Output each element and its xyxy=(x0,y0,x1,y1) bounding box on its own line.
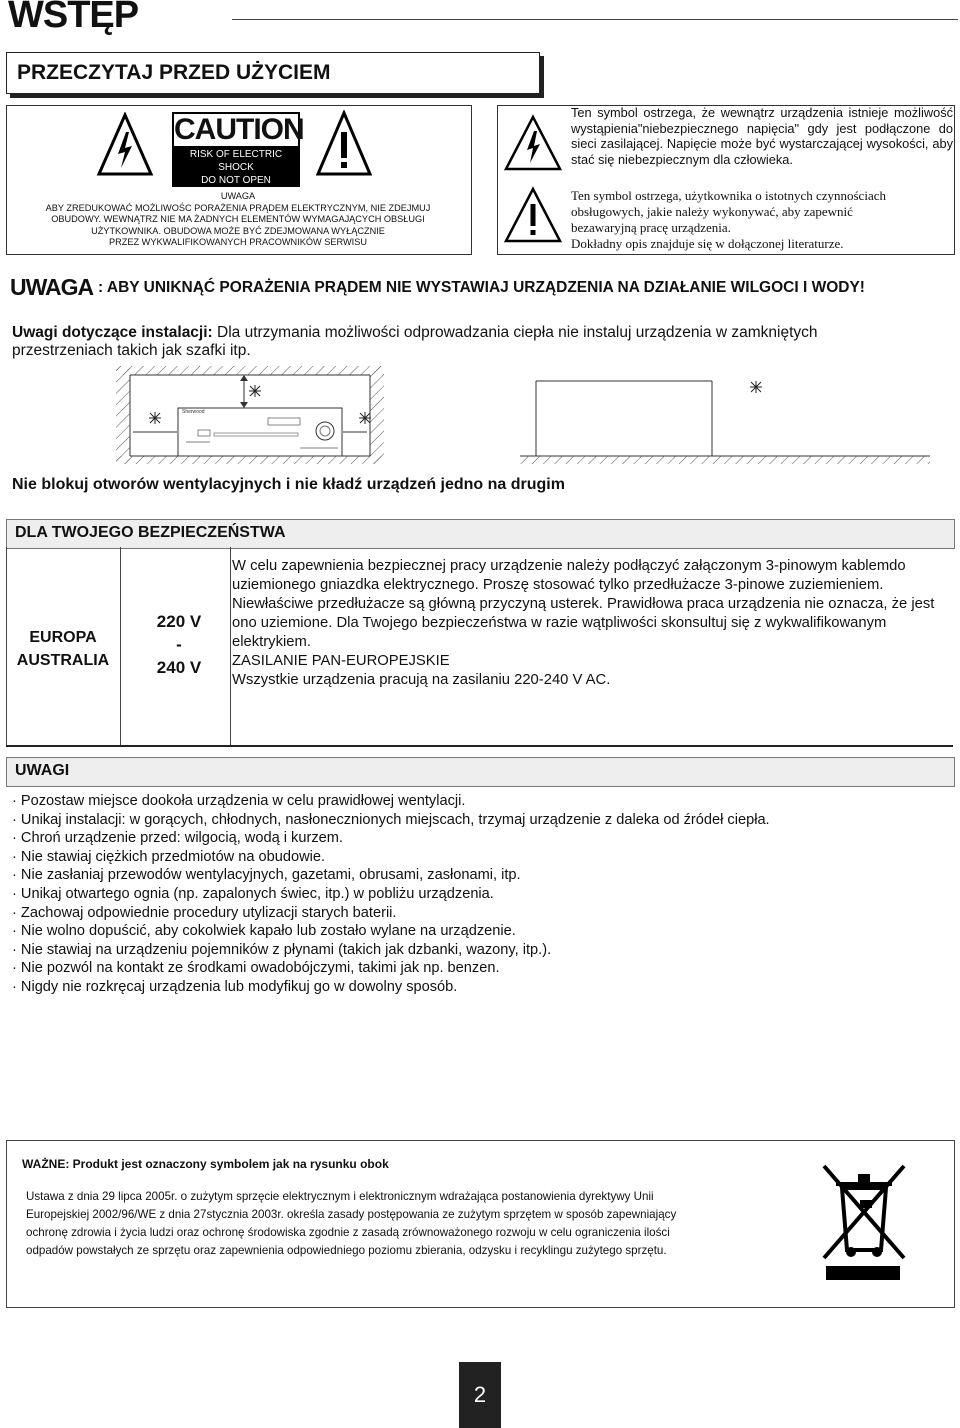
caution-line-1: RISK OF ELECTRIC SHOCK xyxy=(172,148,300,174)
caution-warning-line: OBUDOWY. WEWNĄTRZ NIE MA ŻADNYCH ELEMENTÓW WYMAGAJĄCYCH OBSŁUGI xyxy=(51,214,425,224)
caution-warning-line: ABY ZREDUKOWAĆ MOŻLIWOŚC PORAŻENIA PRĄDEM ELEKTRYCZNYM, NIE ZDEJMUJ xyxy=(45,202,431,213)
moisture-warning-label: UWAGA xyxy=(10,274,94,300)
list-item: · Nie stawiaj na urządzeniu pojemników z płynami (takich jak dzbanki, wazony, itp.). xyxy=(12,941,552,958)
exclamation-line: bezawaryjną pracę urządzenia. xyxy=(571,220,731,235)
weee-line: ochronę zdrowia i życia ludzi oraz ochronę środowiska zgodnie z zasadą zrównoważonego rozwoju w celu ograniczenia ilości xyxy=(26,1226,670,1239)
caution-heading: CAUTION xyxy=(174,113,304,146)
lightning-warning-icon xyxy=(96,112,154,178)
exclamation-warning-icon xyxy=(316,110,372,178)
caution-warning-line: PRZEZ WYKWALIFIKOWANYCH PRACOWNIKÓW SERWISU xyxy=(109,237,367,247)
moisture-warning-text: : ABY UNIKNĄĆ PORAŻENIA PRĄDEM NIE WYSTAWIAJ URZĄDZENIA NA DZIAŁANIE WILGOCI I WODY! xyxy=(98,279,865,296)
exclamation-line: Ten symbol ostrzega, użytkownika o istotnych czynnościach xyxy=(571,188,886,203)
weee-bar xyxy=(826,1266,900,1280)
exclamation-line: obsługowych, jakie należy wykonywać, aby zapewnić xyxy=(571,204,853,219)
notes-list xyxy=(12,792,942,997)
read-before-use-label: PRZECZYTAJ PRZED UŻYCIEM xyxy=(17,61,331,84)
voltage-line: - xyxy=(176,635,182,654)
shelf-diagram xyxy=(520,381,930,464)
region-line: EUROPA xyxy=(29,629,97,646)
list-item: · Nie pozwól na kontakt ze środkami owadobójczymi, takimi jak np. benzen. xyxy=(12,960,500,977)
list-item: · Zachowaj odpowiednie procedury utylizacji starych baterii. xyxy=(12,904,397,921)
list-item: · Pozostaw miejsce dookoła urządzenia w celu prawidłowej wentylacji. xyxy=(12,793,466,809)
device-brand: Sherwood xyxy=(182,409,205,415)
page-title: WSTĘP xyxy=(8,0,139,36)
ventilation-space-icon xyxy=(750,381,762,393)
list-item: · Nie wolno dopuścić, aby cokolwiek kapało lub zostało wylane na urządzenie. xyxy=(12,923,516,940)
ventilation-space-icon xyxy=(149,412,161,424)
lightning-warning-icon xyxy=(503,114,563,172)
safety-text-cell xyxy=(232,557,954,690)
ventilation-caption: Nie blokuj otworów wentylacyjnych i nie kładź urządzeń jedno na drugim xyxy=(12,476,565,493)
exclamation-warning-icon xyxy=(503,186,563,244)
voltage-cell xyxy=(128,610,230,679)
caution-warning-line: UŻYTKOWNIKA. OBUDOWA MOŻE BYĆ ZDEJMOWANA WYŁĄCZNIE xyxy=(91,225,385,236)
voltage-line: 240 V xyxy=(156,658,202,677)
mains-text: Wszystkie urządzenia pracują na zasilaniu 220-240 V AC. xyxy=(232,672,611,688)
exclamation-symbol-description xyxy=(571,188,953,252)
list-item: · Nie stawiaj ciężkich przedmiotów na obudowie. xyxy=(12,848,326,865)
region-line: AUSTRALIA xyxy=(16,652,110,669)
weee-title: WAŻNE: Produkt jest oznaczony symbolem jak na rysunku obok xyxy=(22,1157,389,1171)
caution-warning-title: UWAGA xyxy=(220,191,256,201)
list-item: · Chroń urządzenie przed: wilgocią, wodą i kurzem. xyxy=(12,830,343,847)
safety-section-header xyxy=(6,519,955,549)
caution-label xyxy=(172,112,304,186)
list-item: · Nigdy nie rozkręcaj urządzenia lub modyfikuj go w dowolny sposób. xyxy=(12,978,458,995)
table-divider xyxy=(120,547,121,745)
region-cell xyxy=(6,626,120,672)
caution-warning-text xyxy=(12,191,464,249)
installation-note-lead: Uwagi dotyczące instalacji: xyxy=(12,324,213,341)
ventilation-diagram xyxy=(0,360,960,472)
title-rule xyxy=(232,19,958,20)
weee-line: odpadów powstałych ze sprzętu oraz zapewnienia odpowiedniego poziomu zbierania, odzysku i recyklingu zużytego sprzętu. xyxy=(26,1244,667,1257)
installation-note-text: Dla utrzymania możliwości odprowadzania ciepła nie instaluj urządzenia w zamkniętych przestrzeniach takich jak szafki itp. xyxy=(12,324,818,359)
notes-heading: UWAGI xyxy=(15,762,70,779)
ventilation-space-icon xyxy=(359,412,371,424)
weee-text xyxy=(26,1188,786,1260)
table-divider xyxy=(230,547,231,745)
safety-paragraph: W celu zapewnienia bezpiecznej pracy urządzenie należy podłączyć załączonym 3-pinowym kablemdo uziemionego gniazdka elektrycznego. Proszę stosować tylko przedłużacze 3-pinowe zuziemieniem. Niewłaściwe przedłużacze są główną przyczyną usterek. Prawidłowa praca urządzenia nie oznacza, że jest ono uziemione. Dla Twojego bezpieczeństwa w razie wątpliwości skonsultuj się z wykwalifikowanym elektrykiem. xyxy=(232,558,935,650)
weee-line: Ustawa z dnia 29 lipca 2005r. o zużytym sprzęcie elektrycznym i elektronicznym wdrażająca postanowienia dyrektywy Unii xyxy=(26,1190,654,1203)
weee-line: Europejskiej 2002/96/WE z dnia 27stycznia 2003r. określa zasady postępowania ze zużytym sprzętem w sposób zapewniający xyxy=(26,1208,677,1221)
exclamation-line: Dokładny opis znajduje się w dołączonej literaturze. xyxy=(571,236,844,251)
list-item: · Unikaj otwartego ognia (np. zapalonych świec, itp.) w pobliżu urządzenia. xyxy=(12,885,494,902)
safety-heading: DLA TWOJEGO BEZPIECZEŃSTWA xyxy=(15,524,286,541)
page-number: 2 xyxy=(459,1362,501,1428)
receiver-front-panel xyxy=(178,408,342,456)
caution-line-2: DO NOT OPEN xyxy=(172,174,300,187)
list-item: · Unikaj instalacji: w gorących, chłodnych, nasłonecznionych miejscach, trzymaj urządzenie z daleka od źródeł ciepła. xyxy=(12,811,770,828)
voltage-line: 220 V xyxy=(156,612,202,631)
read-before-use-box xyxy=(6,52,540,94)
mains-heading: ZASILANIE PAN-EUROPEJSKIE xyxy=(232,653,450,669)
list-item: · Nie zasłaniaj przewodów wentylacyjnych, gazetami, obrusami, zasłonami, itp. xyxy=(12,867,521,884)
installation-note xyxy=(12,324,912,360)
lightning-symbol-description: Ten symbol ostrzega, że wewnątrz urządzenia istnieje możliwość wystąpienia"niebezpiecznego napięcia" gdy jest podłączone do sieci zasilającej. Napięcie może być wystarczającej wysokości, aby stać się niebezpiecznym dla człowieka. xyxy=(571,105,953,167)
notes-section-header xyxy=(6,757,955,787)
ventilation-space-icon xyxy=(249,385,261,397)
crossed-bin-icon xyxy=(818,1162,910,1262)
